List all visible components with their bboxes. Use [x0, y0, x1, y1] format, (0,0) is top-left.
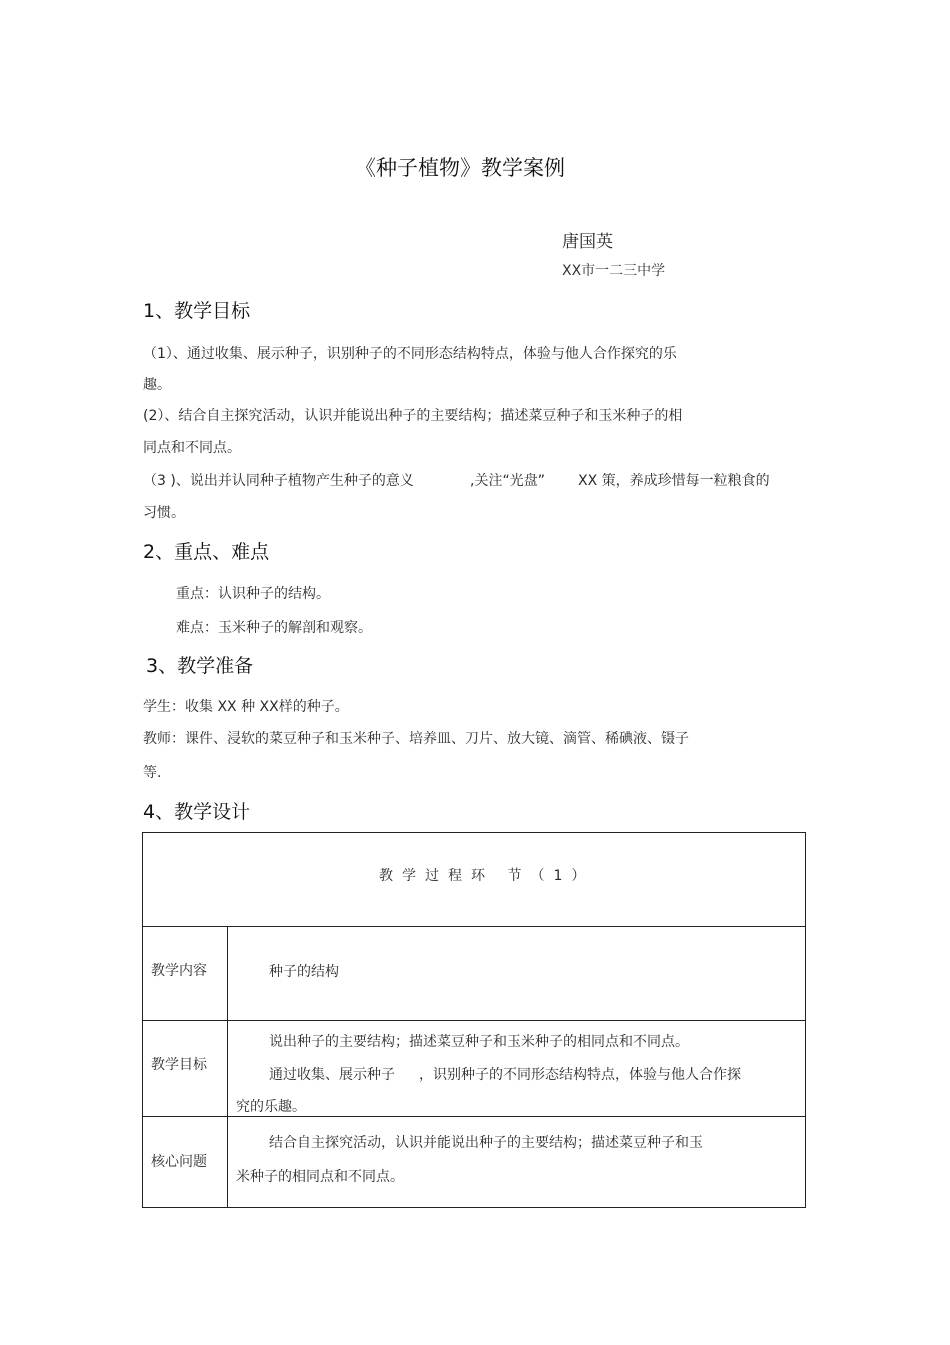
section-2-heading: 2、重点、难点 [143, 541, 270, 563]
teacher-preparation-line-1: 教师：课件、浸软的菜豆种子和玉米种子、培养皿、刀片、放大镜、滴管、稀碘液、镊子 [143, 731, 689, 747]
document-title: 《种子植物》教学案例 [355, 156, 565, 180]
section-1-heading: 1、教学目标 [143, 300, 251, 322]
table-header: 教学过程环 节（1） [379, 868, 595, 884]
school-name: XX市一二三中学 [562, 263, 666, 279]
row-question-line-1: 结合自主探究活动，认识并能说出种子的主要结构；描述菜豆种子和玉 [269, 1135, 703, 1151]
student-preparation: 学生：收集 XX 种 XX样的种子。 [143, 699, 349, 715]
objective-3-line-1c: XX 策，养成珍惜每一粒粮食的 [578, 473, 770, 489]
section-4-heading: 4、教学设计 [143, 801, 251, 823]
row-objective-line-3: 究的乐趣。 [236, 1099, 306, 1115]
table-divider [143, 926, 805, 927]
row-content-line: 种子的结构 [269, 964, 339, 980]
objective-2-line-2: 同点和不同点。 [143, 440, 241, 456]
table-divider [143, 1116, 805, 1117]
teacher-preparation-line-2: 等. [143, 765, 162, 781]
row-objective-line-1: 说出种子的主要结构；描述菜豆种子和玉米种子的相同点和不同点。 [269, 1034, 689, 1050]
row-label-objective: 教学目标 [151, 1057, 207, 1073]
row-label-content: 教学内容 [151, 963, 207, 979]
author-name: 唐国英 [562, 232, 613, 252]
key-point: 重点：认识种子的结构。 [176, 586, 330, 602]
objective-3-line-1a: （3 )、说出并认同种子植物产生种子的意义 [143, 473, 414, 489]
teaching-design-table [142, 832, 806, 1208]
objective-3-line-2: 习惯。 [143, 505, 185, 521]
objective-2-line-1: (2）、结合自主探究活动，认识并能说出种子的主要结构；描述菜豆种子和玉米种子的相 [143, 408, 683, 424]
row-objective-line-2b: ，识别种子的不同形态结构特点，体验与他人合作探 [419, 1067, 741, 1083]
row-question-line-2: 米种子的相同点和不同点。 [236, 1169, 404, 1185]
objective-3-line-1b: ,关注“光盘” [470, 473, 545, 489]
objective-1-line-2: 趣。 [143, 377, 171, 393]
table-divider [143, 1020, 805, 1021]
difficult-point: 难点：玉米种子的解剖和观察。 [176, 620, 372, 636]
table-column-divider [227, 926, 228, 1208]
section-3-heading: 3、教学准备 [146, 655, 254, 677]
row-objective-line-2a: 通过收集、展示种子 [269, 1067, 395, 1083]
row-label-core-question: 核心问题 [151, 1154, 207, 1170]
objective-1-line-1: （1）、通过收集、展示种子，识别种子的不同形态结构特点，体验与他人合作探究的乐 [143, 346, 677, 362]
